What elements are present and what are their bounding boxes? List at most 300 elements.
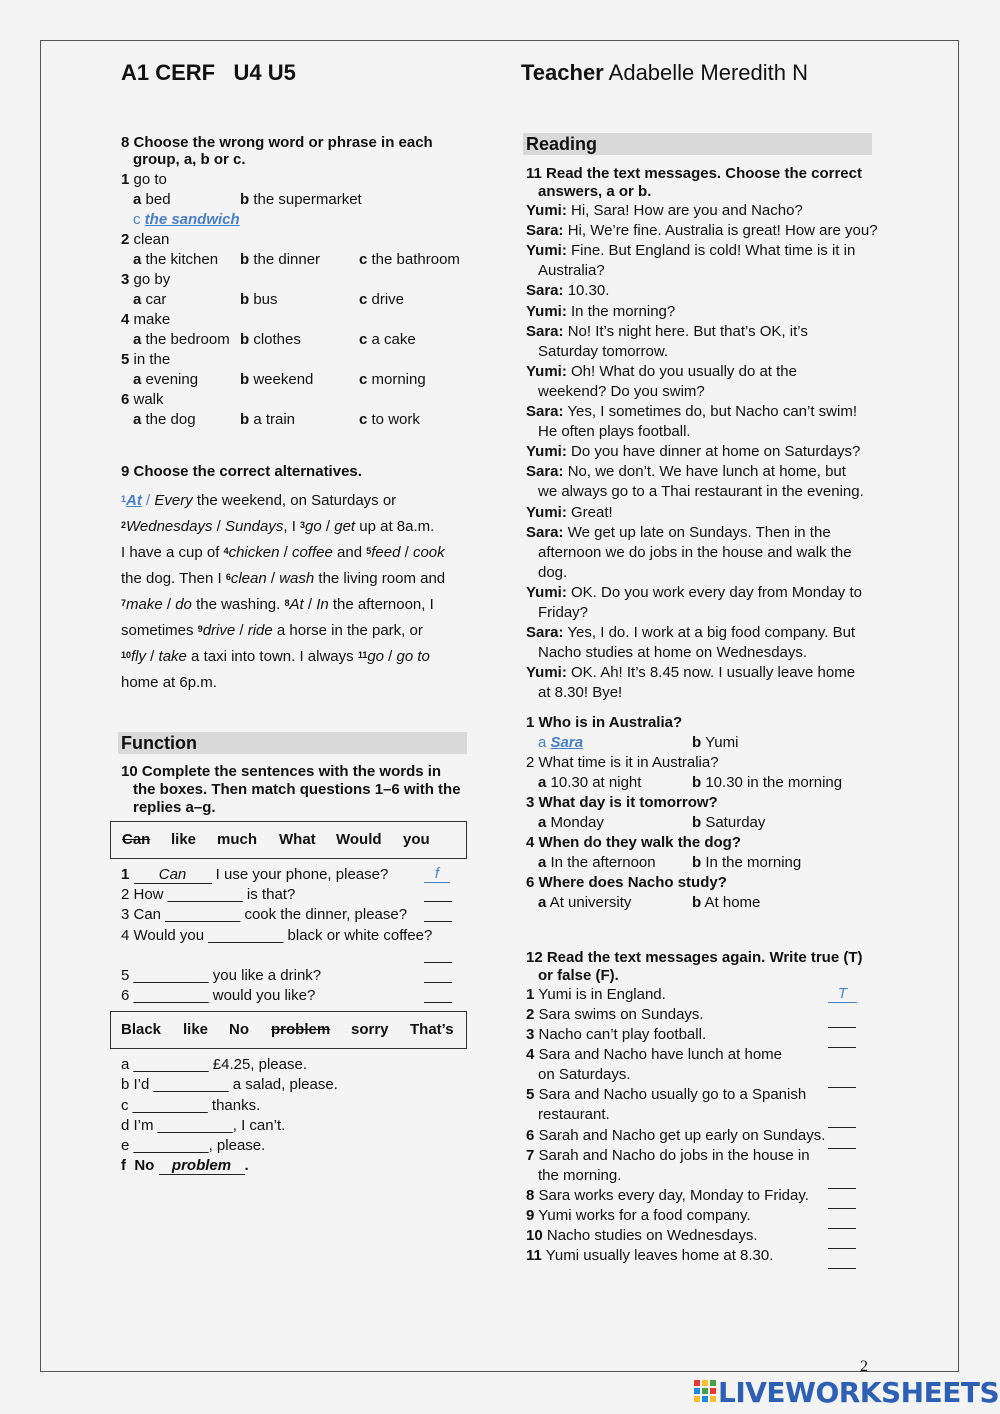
item-number: 1	[121, 866, 130, 883]
option-text: Saturday	[701, 814, 766, 831]
message-text: 10.30.	[563, 282, 610, 300]
option-c[interactable]	[359, 370, 426, 390]
ex8-group-stem	[121, 390, 164, 410]
option-letter: a	[538, 894, 547, 911]
stem-text: go by	[129, 271, 171, 288]
teacher-name: Adabelle Meredith N	[608, 60, 808, 85]
option-letter: b	[692, 774, 702, 791]
message-text: Do you have dinner at home on Saturdays?	[566, 443, 861, 461]
option-letter: a	[133, 371, 142, 388]
word-box-item: That’s	[410, 1021, 454, 1038]
ex9-alt[interactable]: Sundays	[224, 518, 284, 535]
item-number: 6	[121, 391, 130, 408]
option-text: the bedroom	[141, 331, 230, 348]
tf-statement	[526, 1206, 751, 1226]
ex9-text: I have a cup of	[121, 544, 224, 561]
ex9-line-3: I have a cup of $^4$chicken / coffee and $^5$feed / cook	[121, 544, 445, 561]
speaker-name: Sara:	[526, 463, 564, 481]
stem-text: walk	[129, 391, 164, 408]
option-letter: a	[133, 411, 142, 428]
function-heading: Function	[118, 732, 467, 754]
message-text: we always go to a Thai restaurant in the evening.	[538, 483, 864, 501]
option-a[interactable]	[133, 250, 218, 270]
tf-answer[interactable]: T	[828, 985, 857, 1003]
speaker-name: Sara:	[526, 624, 564, 642]
speaker-name: Yumi:	[526, 583, 567, 601]
speaker-name: Sara:	[526, 322, 564, 340]
tf-statement	[526, 1085, 806, 1105]
ex9-alt: Every	[154, 492, 193, 509]
dialogue-line	[526, 221, 878, 241]
speaker-name: Yumi:	[526, 362, 567, 380]
option-text: a cake	[367, 331, 416, 348]
ex11-title-line1: 11 Read the text messages. Choose the correct	[526, 165, 862, 182]
q5-match-line[interactable]	[424, 982, 452, 983]
item-number: 4	[526, 1046, 535, 1064]
reply-d[interactable]: d I’m _________, I can’t.	[121, 1117, 286, 1134]
item-number: 10	[526, 1226, 543, 1244]
ex9-text: a horse in the park, or	[272, 622, 423, 639]
option-a[interactable]	[133, 190, 171, 210]
option-letter: a	[538, 814, 547, 831]
option-text: bus	[249, 291, 278, 308]
option-letter: b	[240, 191, 250, 208]
ex9-alt[interactable]: go	[367, 648, 385, 665]
ex8-group-stem	[121, 310, 170, 330]
ex9-alt[interactable]: ride	[247, 622, 273, 639]
ex10-title-line2: the boxes. Then match questions 1–6 with the	[133, 781, 461, 798]
option-letter: b	[240, 371, 250, 388]
option-a[interactable]	[538, 733, 583, 753]
ex8-group-stem	[121, 350, 170, 370]
speaker-name: Yumi:	[526, 242, 567, 260]
tf-statement	[526, 1226, 758, 1246]
option-b[interactable]	[692, 893, 760, 913]
word-box-item: Can	[122, 831, 151, 848]
reading-heading: Reading	[523, 133, 872, 155]
option-text: car	[141, 291, 167, 308]
statement-text: Yumi usually leaves home at 8.30.	[541, 1247, 774, 1264]
speaker-name: Sara:	[526, 403, 564, 420]
option-a[interactable]	[133, 370, 198, 390]
option-letter: b	[692, 894, 702, 911]
message-text: We get up late on Sundays. Then in the	[563, 523, 831, 541]
ex9-alt[interactable]: go	[305, 518, 322, 535]
item-number: 9	[526, 1206, 535, 1224]
option-letter: a	[538, 774, 547, 791]
dialogue-line	[538, 563, 567, 583]
speaker-name: Yumi:	[526, 443, 567, 461]
tf-statement	[526, 1005, 704, 1025]
dialogue-line	[538, 422, 691, 442]
dialogue-line	[538, 342, 668, 362]
tf-statement	[526, 1045, 782, 1065]
option-c[interactable]	[359, 290, 404, 310]
message-text: OK. Ah! It’s 8.45 now. I usually leave home	[566, 664, 856, 682]
item-number: 8	[526, 1186, 535, 1204]
ex9-text: home at 6p.m.	[121, 674, 217, 691]
ex9-alt[interactable]: drive	[202, 622, 236, 639]
dialogue-line	[538, 603, 588, 623]
message-text: weekend? Do you swim?	[538, 382, 705, 400]
option-a[interactable]	[133, 290, 166, 310]
dialogue-line	[526, 442, 860, 462]
message-text: dog.	[538, 563, 568, 581]
dialogue-line	[526, 523, 831, 543]
option-b[interactable]	[240, 290, 278, 310]
reading-question: 4 When do they walk the dog?	[526, 834, 742, 851]
option-text: In the morning	[701, 854, 802, 871]
answer-text: Sara	[550, 734, 584, 751]
option-b[interactable]	[240, 370, 313, 390]
option-text: Monday	[546, 814, 604, 831]
ex9-alt[interactable]: go to	[396, 648, 430, 665]
option-text: a train	[249, 411, 296, 428]
message-text: Great!	[566, 503, 613, 521]
reply-f-answer[interactable]: problem	[159, 1157, 245, 1175]
option-b[interactable]	[692, 853, 801, 873]
item-number: 5	[121, 351, 130, 368]
tf-answer-line[interactable]	[828, 1087, 856, 1088]
item-number: 3	[121, 271, 130, 288]
option-c[interactable]	[359, 330, 416, 350]
ex9-text: a taxi into town. I always	[186, 648, 358, 665]
message-text: Saturday tomorrow.	[538, 342, 669, 360]
ex9-answer-1[interactable]: At	[126, 492, 142, 509]
ex8-group-stem	[121, 270, 170, 290]
dialogue-line	[526, 402, 857, 422]
option-text: to work	[367, 411, 420, 428]
option-text: 10.30 at night	[546, 774, 642, 791]
tf-answer-line[interactable]	[828, 1047, 856, 1048]
dialogue-line	[538, 683, 622, 703]
ex10-q2[interactable]: 2 How _________ is that?	[121, 886, 296, 903]
item-number: 3	[526, 1026, 535, 1044]
dialogue-line	[538, 482, 864, 502]
dialogue-line	[526, 241, 855, 261]
dialogue-line	[526, 583, 862, 603]
ex10-title-line3: replies a–g.	[133, 799, 216, 816]
q6-match-line[interactable]	[424, 1002, 452, 1003]
option-a[interactable]	[538, 853, 656, 873]
ex9-text: , I	[283, 518, 301, 535]
reading-question: 6 Where does Nacho study?	[526, 874, 727, 891]
dialogue-line	[538, 382, 705, 402]
tf-statement-cont: the morning.	[538, 1166, 622, 1184]
statement-text: Nacho can’t play football.	[534, 1026, 707, 1044]
message-text: Oh! What do you usually do at the	[566, 362, 797, 380]
option-text: the dog	[141, 411, 196, 428]
option-letter: b	[692, 854, 702, 871]
ex10-q5[interactable]: 5 _________ you like a drink?	[121, 967, 322, 984]
ex9-alt[interactable]: In	[316, 596, 329, 613]
ex12-title-line1: 12 Read the text messages again. Write true (T)	[526, 949, 863, 966]
tf-answer-line[interactable]	[828, 1248, 856, 1249]
ex9-alt[interactable]: wash	[279, 570, 315, 587]
ex10-q1	[121, 865, 388, 885]
message-text: No! It’s night here. But that’s OK, it’s	[563, 322, 808, 340]
option-text: 10.30 in the morning	[701, 774, 843, 791]
ex9-text: the living room and	[314, 570, 446, 587]
option-c[interactable]	[359, 410, 420, 430]
message-text: Yes, I do. I work at a big food company. But	[563, 624, 856, 642]
reply-f-end: .	[244, 1157, 249, 1174]
ex10-title-line1: 10 Complete the sentences with the words in	[121, 763, 442, 780]
option-letter: b	[240, 291, 250, 308]
tf-answer-line[interactable]	[828, 1268, 856, 1269]
tf-statement	[526, 1246, 773, 1266]
option-c-answer[interactable]	[133, 210, 240, 230]
option-letter: a	[133, 331, 142, 348]
word-box-item: No	[229, 1021, 249, 1038]
ex9-paragraph	[121, 488, 445, 696]
tf-statement-cont: on Saturdays.	[538, 1066, 631, 1084]
ex10-q6[interactable]: 6 _________ would you like?	[121, 987, 316, 1004]
ex9-text: the weekend, on Saturdays or	[192, 492, 397, 509]
option-letter: b	[240, 251, 250, 268]
ex10-q3[interactable]: 3 Can _________ cook the dinner, please?	[121, 906, 408, 923]
word-box-item: Black	[121, 1021, 162, 1038]
statement-text: Yumi is in England.	[534, 986, 666, 1003]
ex8-title-line1: 8 Choose the wrong word or phrase in each	[121, 134, 433, 151]
tf-answer-line[interactable]	[828, 1188, 856, 1189]
reply-c[interactable]: c _________ thanks.	[121, 1097, 261, 1114]
option-text: the supermarket	[249, 191, 362, 208]
option-text: the bathroom	[367, 251, 460, 268]
option-b[interactable]	[692, 733, 738, 753]
ex9-alt[interactable]: feed	[371, 544, 401, 561]
speaker-name: Yumi:	[526, 302, 567, 320]
message-text: Hi, We’re fine. Australia is great! How are you?	[563, 222, 878, 240]
option-c[interactable]	[359, 250, 460, 270]
stem-text: make	[129, 311, 171, 328]
message-text: Hi, Sara! How are you and Nacho?	[566, 202, 803, 219]
teacher-label: Teacher	[521, 60, 604, 85]
statement-text: Yumi works for a food company.	[534, 1206, 751, 1224]
ex9-alt[interactable]: Wednesdays	[126, 518, 213, 535]
message-text: Nacho studies at home on Wednesdays.	[538, 644, 808, 662]
word-box-item: sorry	[351, 1021, 389, 1038]
dialogue-line	[538, 261, 605, 281]
option-b[interactable]	[692, 813, 765, 833]
dialogue-line	[526, 503, 613, 523]
tf-answer-line[interactable]	[828, 1208, 856, 1209]
statement-text: Sara swims on Sundays.	[534, 1006, 704, 1024]
ex11-title-line2: answers, a or b.	[538, 183, 652, 200]
word-box-item: you	[403, 831, 430, 848]
speaker-name: Yumi:	[526, 202, 567, 219]
message-text: No, we don’t. We have lunch at home, but	[563, 463, 846, 481]
ex9-alt[interactable]: clean	[230, 570, 267, 587]
q3-match-line[interactable]	[424, 921, 452, 922]
word-box-item: problem	[271, 1021, 331, 1038]
level-title: A1 CERF U4 U5	[121, 60, 296, 85]
tf-statement	[526, 1146, 810, 1166]
option-letter: c	[359, 371, 368, 388]
word-box-item: What	[279, 831, 316, 848]
option-text: weekend	[249, 371, 314, 388]
option-text: the dinner	[249, 251, 321, 268]
ex9-alt[interactable]: At	[289, 596, 304, 613]
option-text: the kitchen	[141, 251, 219, 268]
q4-match-line[interactable]	[424, 962, 452, 963]
tf-statement	[526, 985, 666, 1005]
ex9-line-2: $^2$Wednesdays / Sundays, I $^3$go / get up at 8a.m.	[121, 518, 435, 535]
stem-text: in the	[129, 351, 171, 368]
ex9-line-1: $^1$At / Every the weekend, on Saturdays or	[121, 492, 397, 509]
option-letter: c	[359, 251, 368, 268]
liveworksheets-logo: LIVEWORKSHEETS	[718, 1376, 1000, 1409]
q1-answer[interactable]: Can	[134, 866, 212, 884]
option-text: drive	[367, 291, 405, 308]
ex9-alt[interactable]: take	[158, 648, 187, 665]
tf-statement	[526, 1126, 825, 1146]
ex9-text: sometimes	[121, 622, 198, 639]
ex9-alt[interactable]: fly	[131, 648, 147, 665]
q1-text: I use your phone, please?	[211, 866, 389, 883]
item-number: 2	[526, 1006, 535, 1024]
tf-statement-cont: restaurant.	[538, 1106, 610, 1124]
reply-e[interactable]: e _________, please.	[121, 1137, 266, 1154]
dialogue-line	[526, 623, 855, 643]
ex9-alt[interactable]: do	[175, 596, 192, 613]
word-box-item: like	[183, 1021, 209, 1038]
stem-text: go to	[129, 171, 167, 188]
reply-a[interactable]: a _________ £4.25, please.	[121, 1056, 307, 1073]
message-text: Friday?	[538, 604, 589, 621]
tf-answer-line[interactable]	[828, 1148, 856, 1149]
reply-b[interactable]: b I’d _________ a salad, please.	[121, 1076, 338, 1093]
option-letter: a	[133, 291, 142, 308]
ex9-line-7: $^{10}$fly / take a taxi into town. I always $^{11}$go / go to	[121, 648, 430, 665]
tf-statement	[526, 1186, 809, 1206]
ex10-q4[interactable]: 4 Would you _________ black or white coffee?	[121, 927, 433, 944]
tf-answer-line[interactable]	[828, 1127, 856, 1128]
word-box-item: much	[217, 831, 258, 848]
option-text: morning	[367, 371, 426, 388]
reading-question: 2 What time is it in Australia?	[526, 754, 719, 771]
option-b[interactable]	[692, 773, 842, 793]
item-number: 2	[121, 231, 130, 248]
speaker-name: Yumi:	[526, 664, 567, 682]
option-a[interactable]	[538, 893, 631, 913]
ex9-alt[interactable]: coffee	[291, 544, 333, 561]
ex9-alt[interactable]: get	[334, 518, 356, 535]
reading-question: 3 What day is it tomorrow?	[526, 794, 718, 811]
word-box-item: Would	[336, 831, 382, 848]
item-number: 11	[526, 1247, 542, 1264]
tf-answer-line[interactable]	[828, 1228, 856, 1229]
message-text: He often plays football.	[538, 423, 691, 441]
option-letter: b	[692, 814, 702, 831]
message-text: Fine. But England is cold! What time is it in	[566, 242, 856, 260]
ex9-text: and	[332, 544, 367, 561]
dialogue-line	[526, 302, 675, 322]
message-text: OK. Do you work every day from Monday to	[566, 583, 862, 601]
ex9-text: the washing.	[191, 596, 285, 613]
option-text: At university	[546, 894, 632, 911]
q1-match-answer[interactable]: f	[424, 865, 450, 883]
q2-match-line[interactable]	[424, 901, 452, 902]
ex9-alt[interactable]: chicken	[228, 544, 280, 561]
ex9-title: 9 Choose the correct alternatives.	[121, 463, 362, 480]
option-a[interactable]	[133, 410, 196, 430]
speaker-name: Sara:	[526, 282, 564, 300]
message-text: at 8.30! Bye!	[538, 684, 623, 702]
ex9-alt[interactable]: cook	[412, 544, 445, 561]
speaker-name: Sara:	[526, 222, 564, 240]
dialogue-line	[526, 663, 855, 683]
option-letter: c	[133, 211, 145, 228]
message-text: afternoon we do jobs in the house and walk the	[538, 543, 852, 561]
ex9-line-8	[121, 670, 445, 696]
option-b[interactable]	[240, 190, 362, 210]
statement-text: Sara and Nacho have lunch at home	[534, 1046, 783, 1064]
option-b[interactable]	[240, 410, 295, 430]
option-text: bed	[141, 191, 171, 208]
message-text: In the morning?	[566, 302, 676, 320]
ex9-text: the dog. Then I	[121, 570, 226, 587]
option-text: clothes	[249, 331, 301, 348]
statement-text: Sara works every day, Monday to Friday.	[534, 1186, 809, 1204]
tf-answer-line[interactable]	[828, 1027, 856, 1028]
option-letter: c	[359, 291, 368, 308]
word-box-2	[110, 1011, 467, 1049]
speaker-name: Yumi:	[526, 503, 567, 521]
ex9-alt[interactable]: make	[126, 596, 163, 613]
ex8-group-stem	[121, 230, 169, 250]
option-text: evening	[141, 371, 199, 388]
stem-text: clean	[129, 231, 170, 248]
option-a[interactable]	[538, 773, 641, 793]
ex9-text: the afternoon, I	[328, 596, 434, 613]
option-a[interactable]	[133, 330, 230, 350]
option-text: At home	[701, 894, 761, 911]
item-number: 7	[526, 1146, 535, 1164]
ex8-group-stem	[121, 170, 167, 190]
option-letter: c	[359, 331, 368, 348]
option-letter: b	[692, 734, 702, 751]
item-number: 1	[526, 986, 535, 1003]
option-text: Yumi	[701, 734, 739, 751]
option-b[interactable]	[240, 250, 320, 270]
word-box-item: like	[171, 831, 197, 848]
option-text: In the afternoon	[546, 854, 656, 871]
ex9-line-4: the dog. Then I $^6$clean / wash the living room and	[121, 570, 446, 587]
option-letter: a	[538, 854, 547, 871]
dialogue-line	[526, 281, 609, 301]
item-number: 6	[526, 1126, 535, 1144]
option-letter: a	[538, 734, 551, 751]
word-box-1	[110, 821, 467, 859]
ex9-text: up at 8a.m.	[355, 518, 435, 535]
statement-text: Sarah and Nacho do jobs in the house in	[534, 1146, 810, 1164]
tf-statement	[526, 1025, 706, 1045]
dialogue-line	[526, 362, 797, 382]
item-number: 1	[121, 171, 130, 188]
speaker-name: Sara:	[526, 523, 564, 541]
option-letter: c	[359, 411, 368, 428]
statement-text: Sara and Nacho usually go to a Spanish	[534, 1086, 807, 1104]
ex9-line-6: sometimes $^9$drive / ride a horse in the park, or	[121, 622, 423, 639]
option-a[interactable]	[538, 813, 604, 833]
option-letter: a	[133, 191, 142, 208]
option-b[interactable]	[240, 330, 301, 350]
item-number: 4	[121, 311, 130, 328]
item-number: 5	[526, 1086, 535, 1104]
option-letter: a	[133, 251, 142, 268]
option-letter: b	[240, 411, 250, 428]
